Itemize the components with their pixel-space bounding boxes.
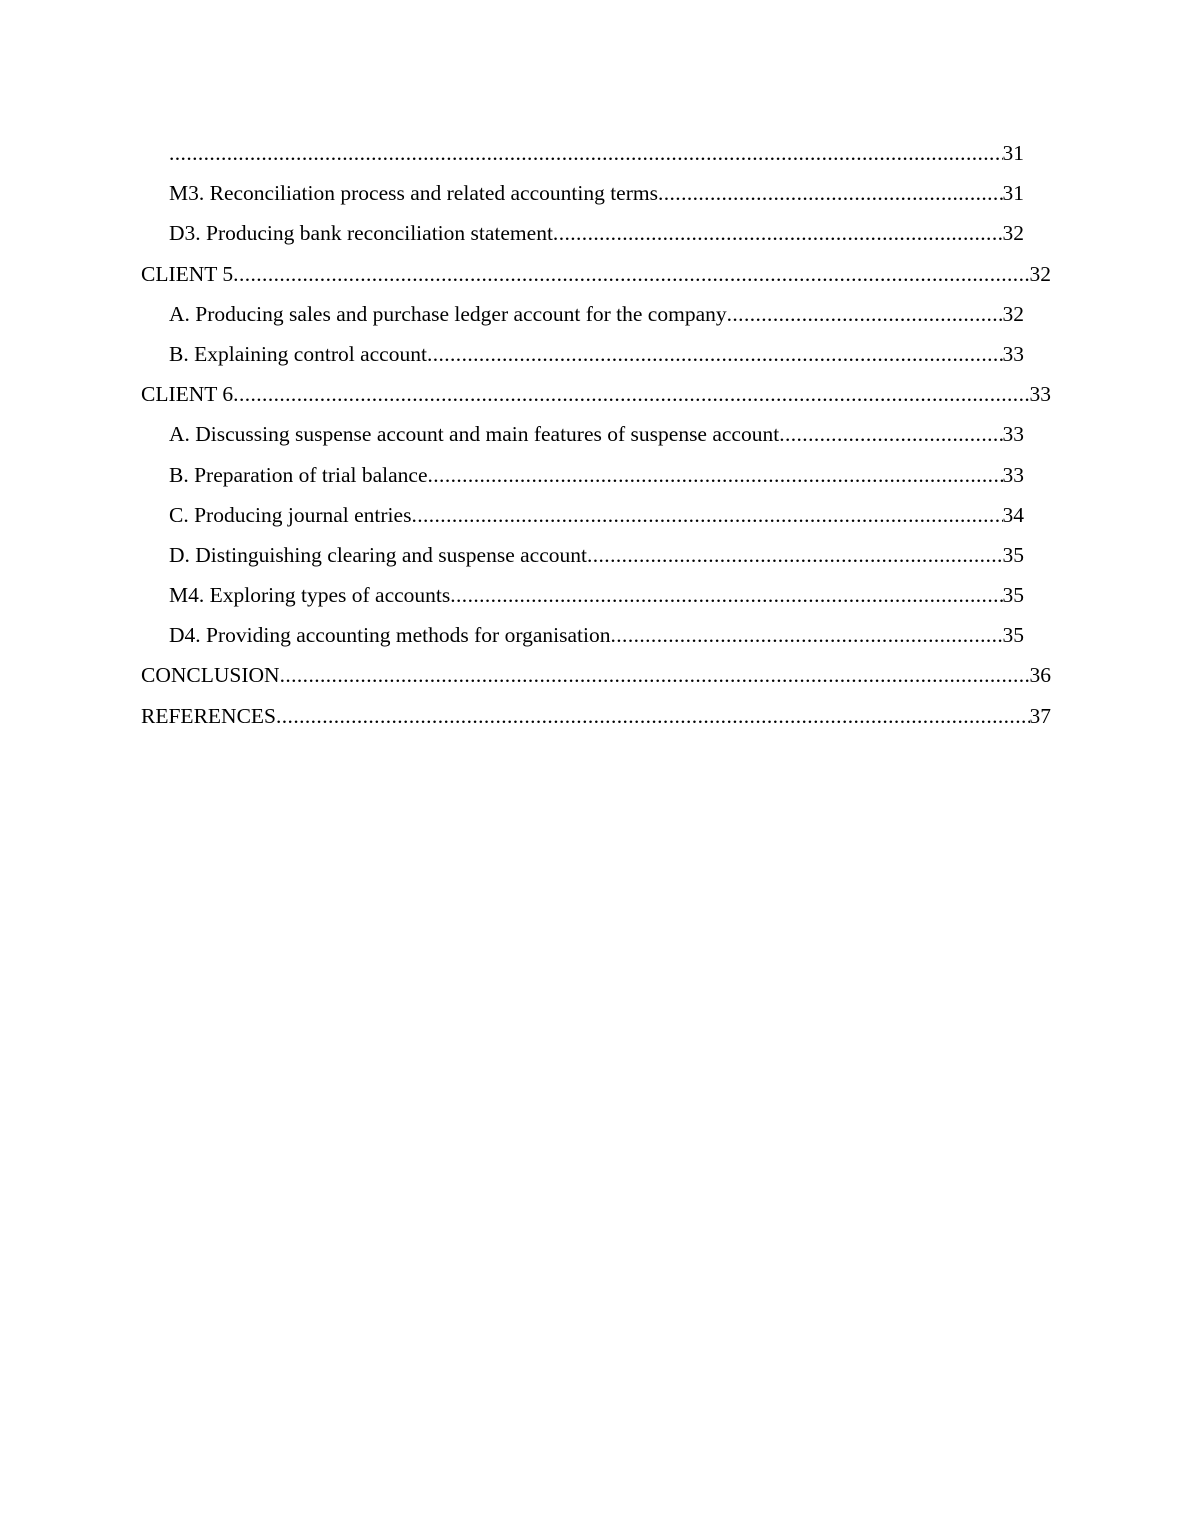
toc-entry[interactable] (169, 538, 1024, 578)
toc-entry-title: A. Discussing suspense account and main features of suspense account (169, 422, 780, 447)
toc-entry[interactable] (141, 658, 1051, 698)
toc-dot-leader (450, 578, 1002, 612)
toc-entry[interactable] (169, 216, 1024, 256)
toc-page-number: 31 (1002, 141, 1024, 165)
toc-entry-title: C. Producing journal entries (169, 502, 412, 527)
toc-dot-leader (779, 417, 1002, 451)
toc-page-number: 36 (1029, 663, 1051, 688)
toc-dot-leader (169, 136, 1003, 170)
toc-page-number: 35 (1002, 623, 1024, 648)
toc-dot-leader (233, 257, 1029, 291)
toc-dot-leader (276, 699, 1030, 733)
toc-entry-title: REFERENCES (141, 703, 276, 728)
toc-entry-title: CLIENT 6 (141, 382, 234, 407)
toc-dot-leader (658, 176, 1003, 210)
toc-page-number: 33 (1002, 341, 1024, 366)
toc-entry-title: B. Explaining control account (169, 341, 427, 366)
toc-entry[interactable] (169, 297, 1024, 337)
toc-page-number: 33 (1002, 462, 1024, 487)
toc-entry-title: D. Distinguishing clearing and suspense account (169, 542, 587, 567)
toc-entry-title: M3. Reconciliation process and related accounting terms (169, 181, 658, 206)
toc-entry[interactable] (169, 337, 1024, 377)
toc-page-number: 32 (1029, 261, 1051, 286)
toc-page-number: 33 (1029, 382, 1051, 407)
toc-dot-leader (233, 377, 1029, 411)
toc-dot-leader (587, 538, 1003, 572)
toc-dot-leader (611, 618, 1003, 652)
toc-dot-leader (280, 658, 1030, 692)
toc-page-number: 32 (1002, 301, 1024, 326)
toc-entry-title: B. Preparation of trial balance (169, 462, 428, 487)
toc-entry[interactable] (169, 498, 1024, 538)
toc-dot-leader (727, 297, 1003, 331)
toc-entry[interactable] (169, 578, 1024, 618)
toc-entry[interactable] (169, 417, 1024, 457)
toc-page-number: 35 (1002, 583, 1024, 608)
toc-dot-leader (411, 498, 1002, 532)
toc-entry-title: M4. Exploring types of accounts (169, 583, 451, 608)
toc-page-number: 37 (1029, 703, 1051, 728)
toc-entry-title: D4. Providing accounting methods for organisation (169, 623, 611, 648)
toc-page-number: 34 (1002, 502, 1024, 527)
toc-entry-title: CLIENT 5 (141, 261, 234, 286)
toc-entry[interactable] (141, 699, 1051, 739)
toc-page-number: 31 (1002, 181, 1024, 206)
toc-entry-title: CONCLUSION (141, 663, 280, 688)
toc-entry-title: A. Producing sales and purchase ledger account for the company (169, 301, 727, 326)
toc-page-number: 32 (1002, 221, 1024, 246)
toc-dot-leader (428, 458, 1003, 492)
toc-entry[interactable] (169, 136, 1024, 176)
toc-page-number: 35 (1002, 542, 1024, 567)
toc-dot-leader (427, 337, 1003, 371)
toc-entry[interactable] (141, 257, 1051, 297)
toc-entry[interactable] (141, 377, 1051, 417)
toc-dot-leader (553, 216, 1003, 250)
toc-page-number: 33 (1002, 422, 1024, 447)
toc-entry[interactable] (169, 176, 1024, 216)
toc-entry[interactable] (169, 618, 1024, 658)
table-of-contents (0, 136, 1190, 739)
toc-entry[interactable] (169, 458, 1024, 498)
toc-entry-title: D3. Producing bank reconciliation statement (169, 221, 553, 246)
